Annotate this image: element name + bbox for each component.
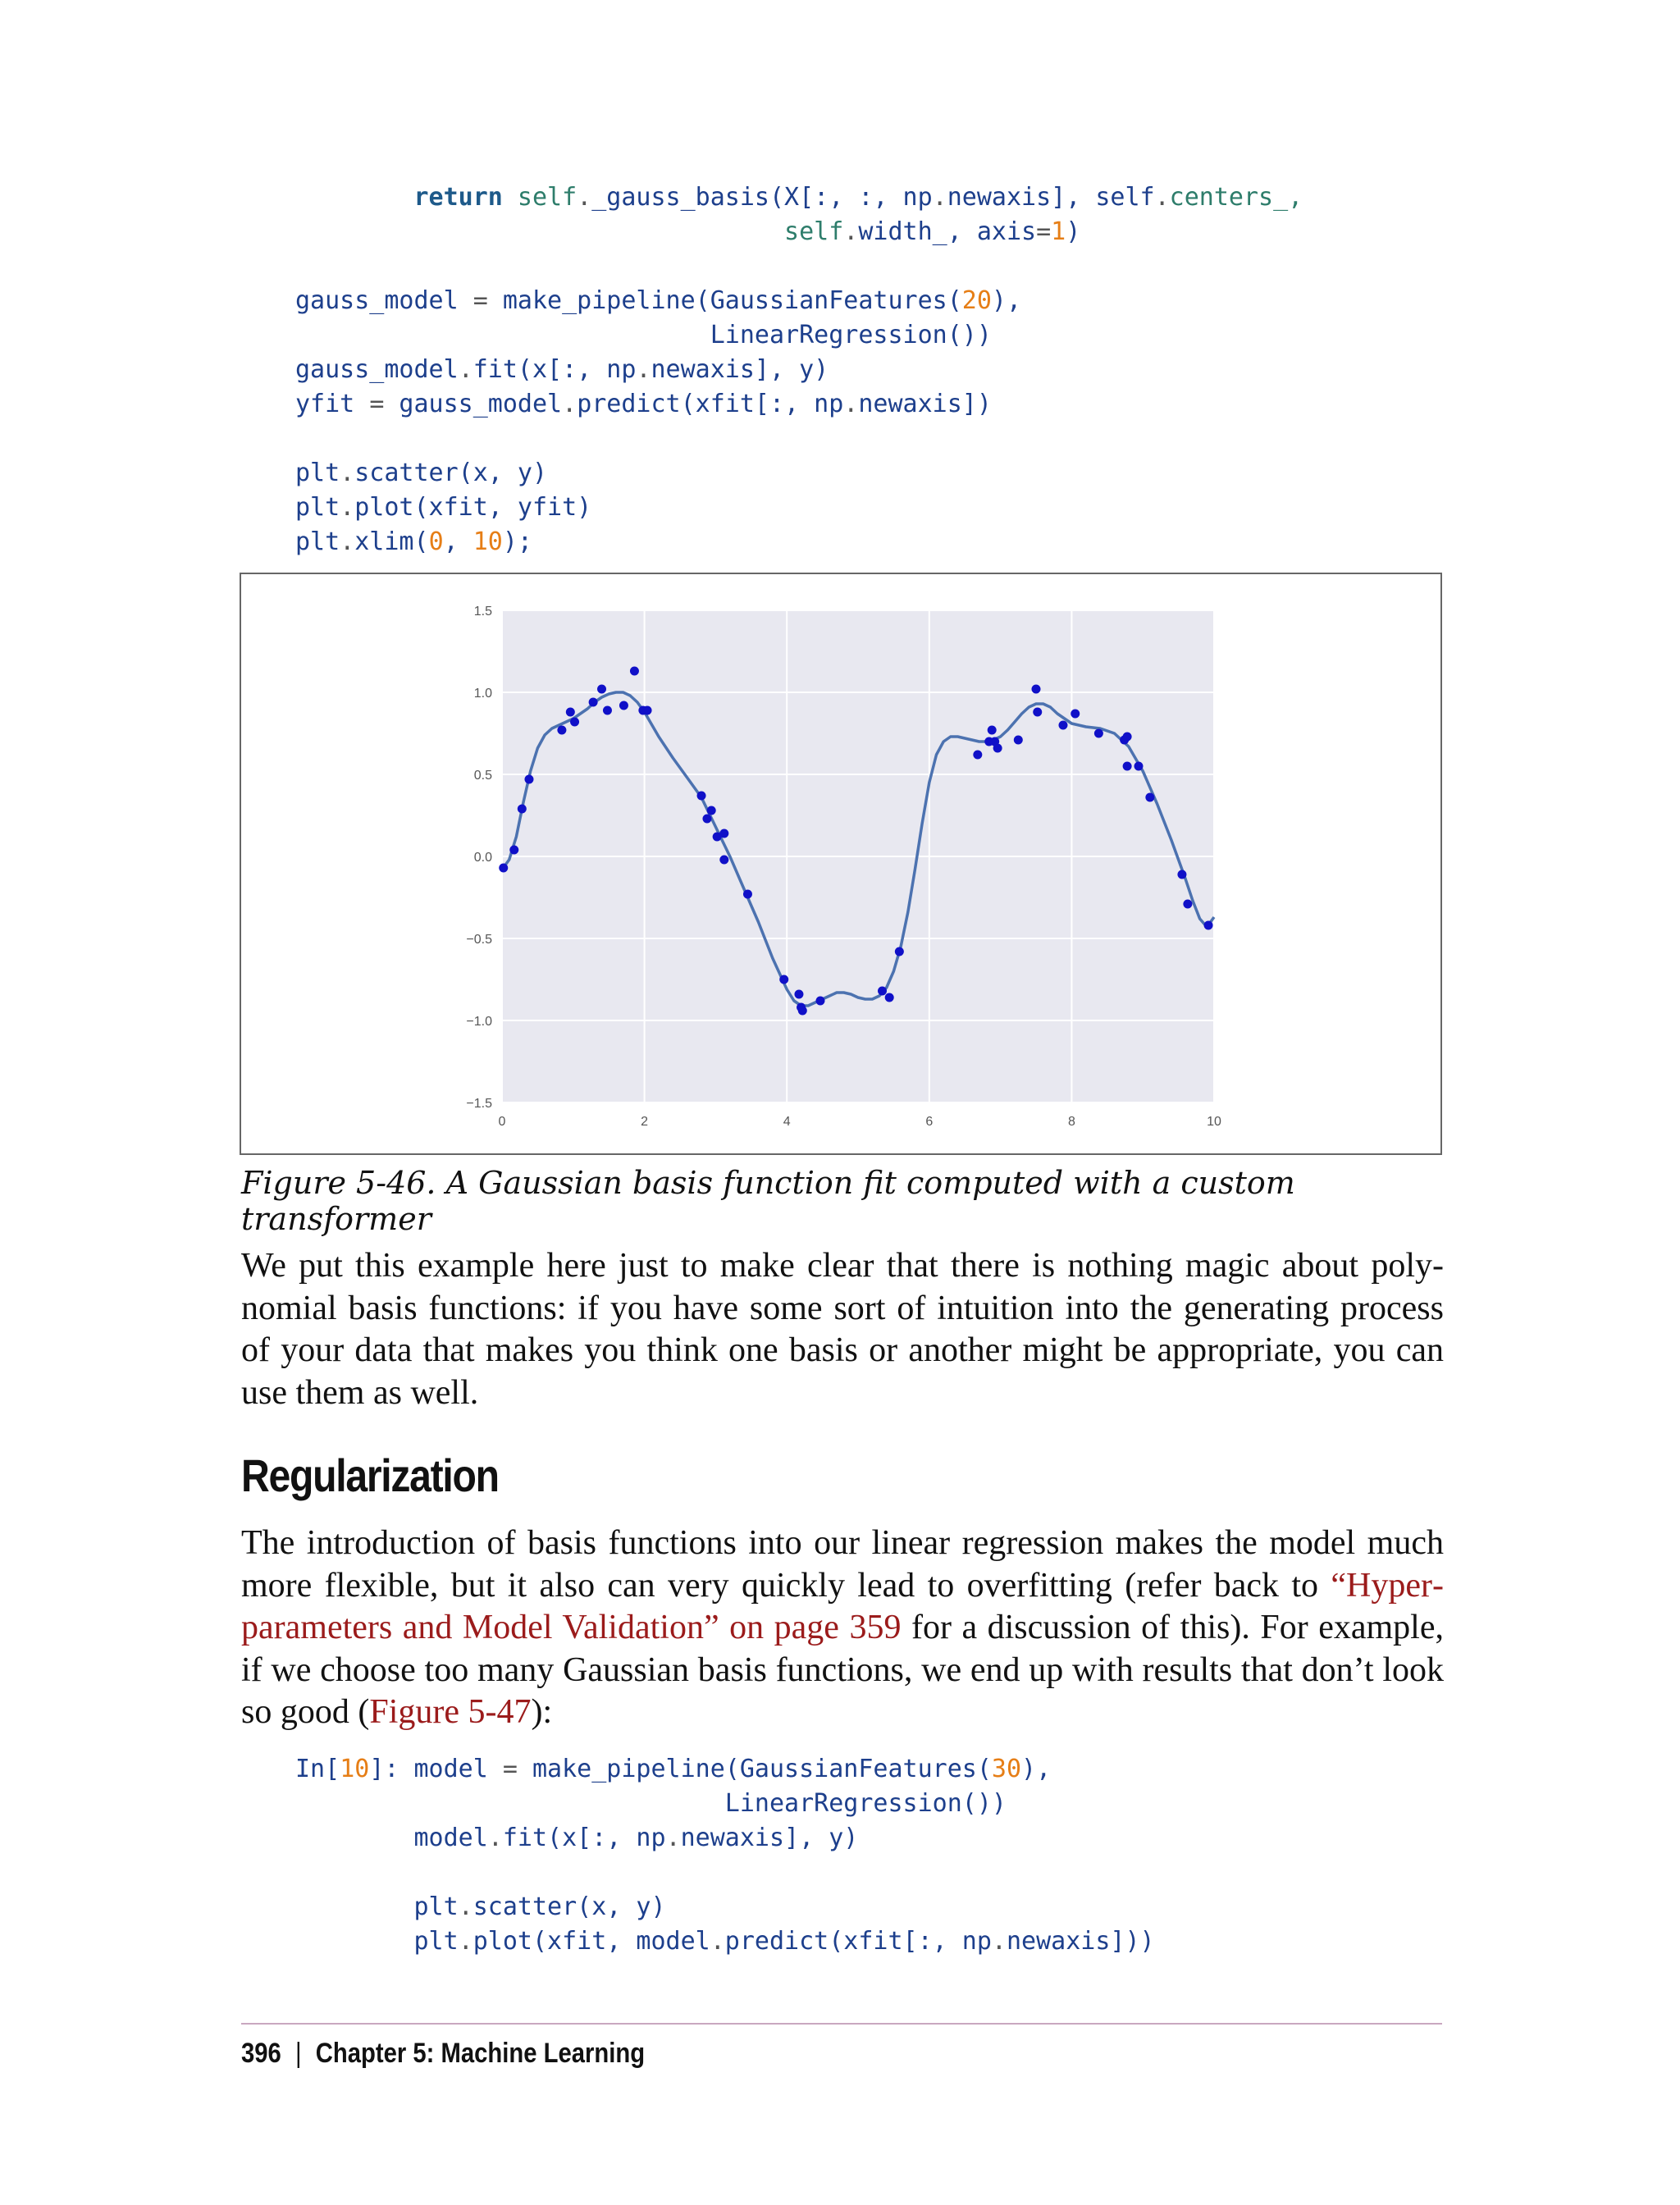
scatter-point — [1177, 870, 1186, 879]
code-token: self — [784, 217, 844, 246]
code-line — [295, 284, 1303, 318]
code-line — [295, 525, 1303, 559]
y-tick-label: 1.5 — [473, 605, 492, 619]
code-token: . — [577, 183, 592, 212]
code-token: . — [1154, 183, 1170, 212]
code-line — [295, 422, 1303, 456]
code-token: newaxis])) — [1006, 1927, 1155, 1956]
y-tick-label: 0.0 — [473, 851, 492, 865]
y-tick-label: −1.0 — [466, 1015, 492, 1029]
code-line — [295, 353, 1303, 387]
x-tick-label: 4 — [783, 1115, 791, 1129]
code-token: fit(x[:, np — [472, 355, 637, 384]
scatter-point — [719, 856, 728, 865]
code-token — [295, 183, 414, 212]
scatter-point — [719, 829, 728, 838]
code-token: In[ — [295, 1755, 340, 1783]
scatter-point — [973, 751, 982, 760]
code-line — [295, 1924, 1155, 1959]
paragraph-basis-intuition: We put this example here just to make clear that there is nothing magic about polynomial basis functions: if you have some sort of intuition into the generating process of your data that makes you think one basis or another might be appropriate, you can use them as well. — [241, 1247, 1444, 1412]
code-line — [295, 387, 1303, 422]
code-token: plt — [295, 527, 340, 556]
code-token: . — [665, 1824, 681, 1852]
figure-caption: Figure 5-46. A Gaussian basis function fit computed with a custom transformer — [241, 1165, 1295, 1237]
scatter-point — [815, 997, 824, 1006]
scatter-point — [524, 775, 533, 784]
code-token — [295, 217, 784, 246]
code-token: 10 — [340, 1755, 370, 1783]
code-token: make_pipeline(GaussianFeatures( — [517, 1755, 992, 1783]
code-token: LinearRegression()) — [295, 321, 992, 349]
code-token: . — [458, 355, 473, 384]
code-token: scatter(x, y) — [354, 459, 548, 487]
scatter-point — [697, 792, 706, 801]
code-token: . — [340, 493, 355, 522]
code-token: . — [458, 1927, 473, 1956]
code-token: 30 — [991, 1755, 1022, 1783]
scatter-point — [509, 846, 518, 855]
code-token: plt — [295, 1927, 459, 1956]
scatter-point — [557, 726, 566, 735]
y-tick-label: 1.0 — [473, 687, 492, 701]
code-line — [295, 1856, 1155, 1890]
scatter-point — [1032, 685, 1041, 694]
scatter-point — [603, 706, 612, 715]
code-token: plt — [295, 459, 340, 487]
scatter-point — [499, 864, 508, 873]
scatter-point — [1123, 762, 1132, 771]
code-line — [295, 456, 1303, 491]
code-token: = — [369, 390, 385, 418]
code-token: model — [295, 1824, 488, 1852]
code-token: predict(xfit[:, np — [577, 390, 844, 418]
code-token: yfit — [295, 390, 370, 418]
scatter-point — [1033, 708, 1042, 717]
paragraph-text-3: ): — [531, 1693, 553, 1731]
code-token: self — [502, 183, 578, 212]
link-figure-5-47[interactable]: Figure 5-47 — [369, 1693, 532, 1731]
code-token: . — [843, 390, 859, 418]
x-tick-label: 10 — [1207, 1115, 1221, 1129]
code-token: ); — [502, 527, 532, 556]
figure-5-46 — [240, 573, 1442, 1155]
code-token: gauss_model — [295, 355, 459, 384]
scatter-point — [1094, 729, 1103, 738]
y-tick-label: 0.5 — [473, 769, 492, 783]
scatter-point — [1071, 710, 1080, 719]
x-tick-label: 6 — [925, 1115, 934, 1129]
y-tick-label: −1.5 — [466, 1097, 492, 1111]
paragraph-text-2: for a discussion of this). For example, if we choose too many Gaussian basis functions, we end up with results that don’t look so good ( — [241, 1609, 1444, 1731]
code-token: return — [413, 183, 503, 212]
scatter-point — [619, 701, 628, 710]
code-token: newaxis], self — [947, 183, 1155, 212]
code-token: ), — [1021, 1755, 1052, 1783]
code-line — [295, 1890, 1155, 1924]
code-token: . — [710, 1927, 725, 1956]
scatter-point — [589, 698, 598, 707]
scatter-point — [1145, 793, 1154, 802]
link-hyperparameters-section[interactable]: “Hyperparameters and Model Validation” on page 359 — [241, 1566, 1444, 1646]
y-tick-label: −0.5 — [466, 933, 492, 947]
page-number: 396 — [241, 2038, 281, 2069]
code-token: . — [340, 527, 355, 556]
code-token: newaxis], y) — [680, 1824, 859, 1852]
code-block-gauss-model — [295, 180, 1303, 559]
code-token: 0 — [428, 527, 444, 556]
code-block-model-30 — [295, 1752, 1155, 1959]
scatter-point — [993, 744, 1002, 753]
code-token: , — [443, 527, 473, 556]
code-token: = — [1036, 217, 1052, 246]
scatter-point — [988, 726, 997, 735]
scatter-point — [702, 815, 711, 824]
scatter-point — [518, 805, 527, 814]
code-token: width_, axis — [858, 217, 1037, 246]
code-token: 1 — [1051, 217, 1066, 246]
code-token: xlim( — [354, 527, 429, 556]
code-token: plot(xfit, model — [472, 1927, 710, 1956]
code-token: . — [487, 1824, 503, 1852]
code-token: plt — [295, 493, 340, 522]
chapter-title: Chapter 5: Machine Learning — [315, 2038, 646, 2069]
scatter-point — [1204, 921, 1213, 930]
page-footer — [241, 2038, 645, 2070]
code-line — [295, 318, 1303, 353]
code-token: . — [932, 183, 947, 212]
code-token: ]: model — [369, 1755, 503, 1783]
code-line — [295, 491, 1303, 525]
code-line — [295, 215, 1303, 249]
code-token: ) — [1066, 217, 1081, 246]
x-tick-label: 8 — [1067, 1115, 1075, 1129]
scatter-point — [1014, 736, 1023, 745]
x-tick-label: 2 — [641, 1115, 649, 1129]
code-token: . — [843, 217, 859, 246]
gaussian-fit-chart — [241, 574, 1444, 1157]
scatter-point — [707, 806, 716, 815]
code-line — [295, 180, 1303, 215]
code-token: . — [562, 390, 578, 418]
footer-rule — [241, 2023, 1442, 2025]
code-token: newaxis]) — [858, 390, 992, 418]
code-token: predict(xfit[:, np — [724, 1927, 992, 1956]
scatter-point — [643, 706, 652, 715]
scatter-point — [597, 685, 606, 694]
code-token: scatter(x, y) — [472, 1892, 666, 1921]
code-token: 10 — [472, 527, 503, 556]
code-token: plot(xfit, yfit) — [354, 493, 592, 522]
footer-separator: | — [294, 2038, 302, 2069]
x-tick-label: 0 — [498, 1115, 506, 1129]
scatter-point — [878, 987, 887, 996]
code-token: newaxis], y) — [651, 355, 829, 384]
scatter-point — [570, 718, 579, 727]
code-token: = — [502, 1755, 518, 1783]
code-token: make_pipeline(GaussianFeatures( — [487, 286, 962, 315]
code-token: centers_, — [1169, 183, 1303, 212]
code-token: plt — [295, 1892, 459, 1921]
code-token: ), — [991, 286, 1022, 315]
code-token: 20 — [961, 286, 992, 315]
scatter-point — [1123, 733, 1132, 742]
code-token: LinearRegression()) — [295, 1789, 1007, 1818]
code-token: . — [636, 355, 651, 384]
paragraph-text-1: The introduction of basis functions into our linear regression makes the model much more flexible, but it also can very quickly lead to overfitting (refer back to — [241, 1524, 1444, 1605]
paragraph-regularization-intro — [241, 1522, 1444, 1734]
code-token: _gauss_basis(X[:, :, np — [591, 183, 933, 212]
code-token: . — [340, 459, 355, 487]
scatter-point — [794, 990, 803, 999]
code-line — [295, 1787, 1155, 1821]
code-token: fit(x[:, np — [502, 1824, 666, 1852]
code-token: gauss_model — [384, 390, 563, 418]
code-token: = — [472, 286, 488, 315]
scatter-point — [1058, 721, 1067, 730]
section-heading-regularization: Regularization — [241, 1449, 499, 1501]
code-line — [295, 1752, 1155, 1787]
code-line — [295, 1821, 1155, 1856]
code-line — [295, 249, 1303, 284]
code-token: . — [991, 1927, 1007, 1956]
scatter-point — [1183, 900, 1192, 909]
scatter-point — [885, 993, 894, 1002]
scatter-point — [895, 947, 904, 956]
scatter-point — [630, 667, 639, 676]
code-token: gauss_model — [295, 286, 473, 315]
scatter-point — [798, 1007, 807, 1016]
scatter-point — [779, 975, 788, 984]
scatter-point — [1134, 762, 1143, 771]
scatter-point — [743, 890, 752, 899]
code-token: . — [458, 1892, 473, 1921]
scatter-point — [566, 708, 575, 717]
